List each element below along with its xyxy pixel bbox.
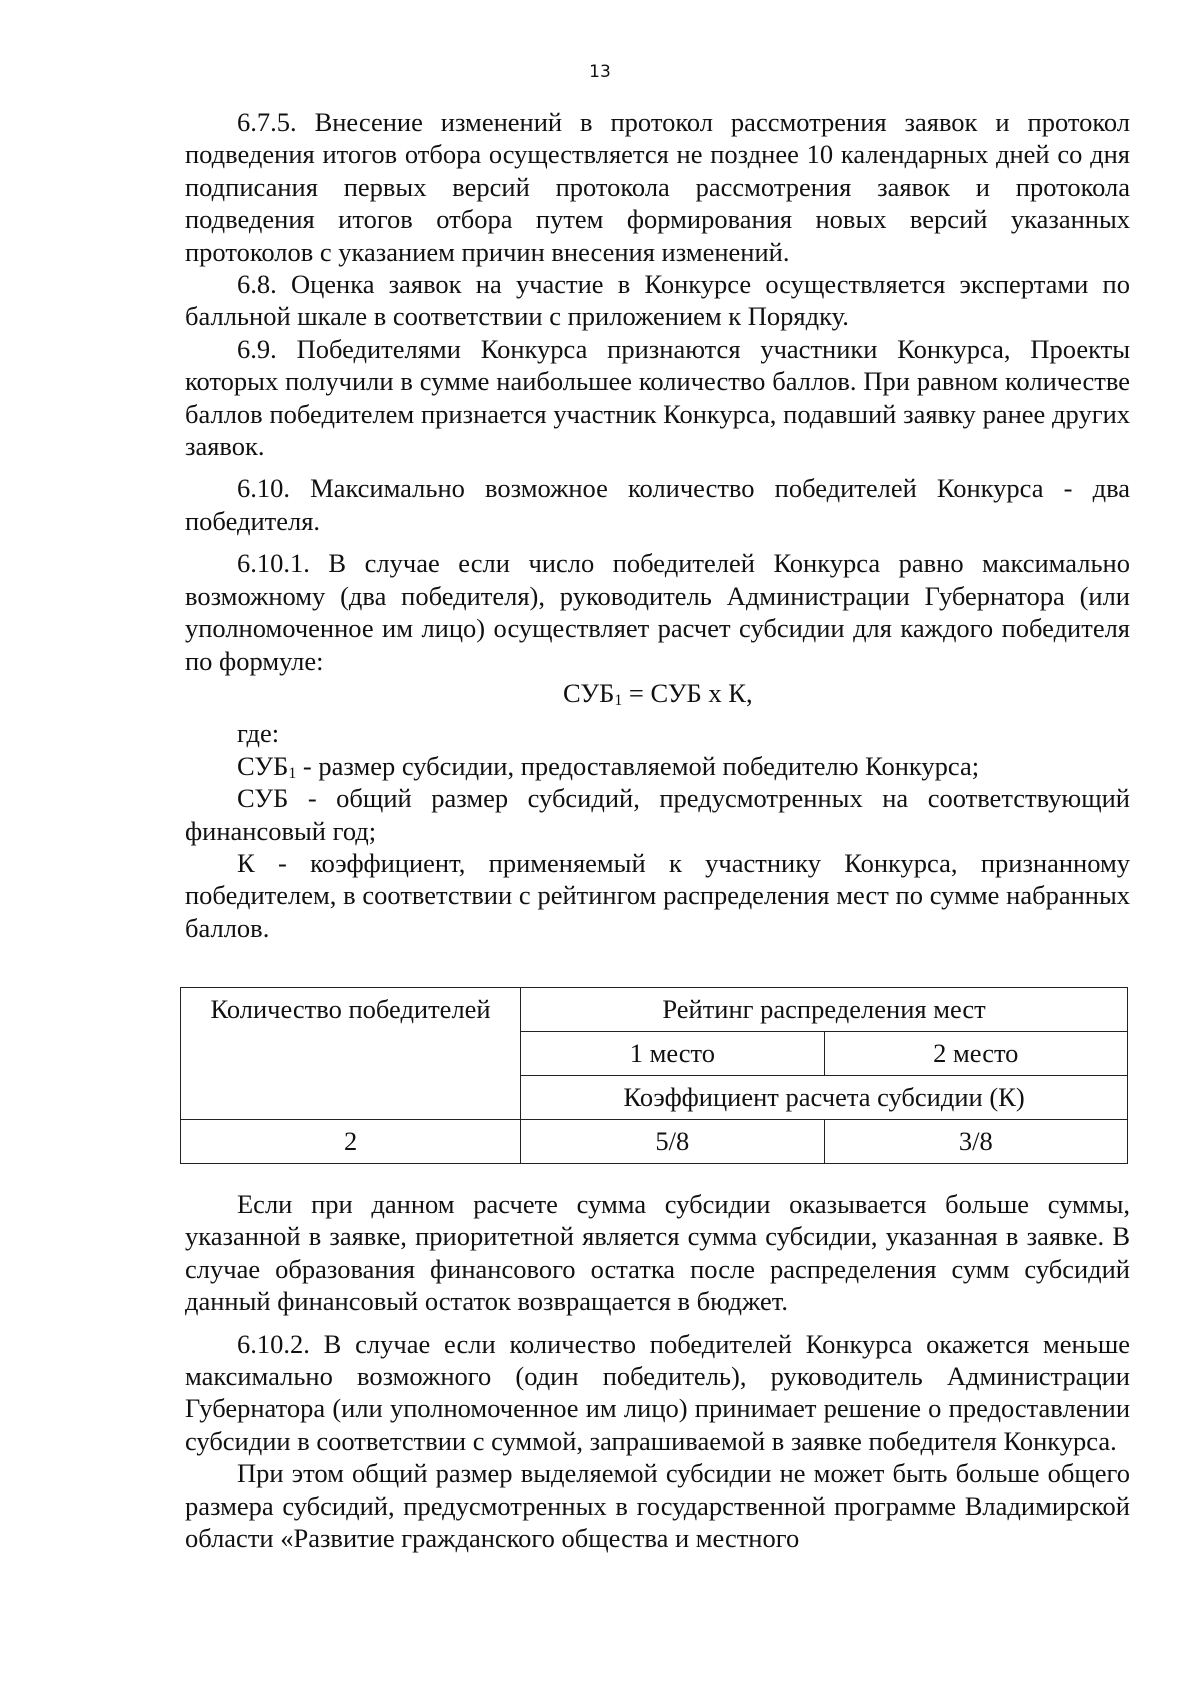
definition-sub1-index: 1 [288,764,297,782]
place-1-cell: 1 место [521,1032,824,1076]
coefficient-table [180,987,1128,1164]
formula-right: = СУБ х К, [622,677,753,708]
definition-sub1 [185,750,1130,782]
definition-sub1-text: - размер субсидии, предоставляемой победителю Конкурса; [296,750,980,781]
row-winners-cell: 2 [181,1120,521,1164]
page-number: 13 [589,62,611,82]
paragraph-last: При этом общий размер выделяемой субсидии не может быть больше общего размера субсидий, предусмотренных в государственной программе Владимирской области «Развитие гражданского общества и местного [185,1458,1130,1554]
paragraph-6-10-2: 6.10.2. В случае если количество победителей Конкурса окажется меньше максимально возможного (один победитель), руководитель Администрации Губернатора (или уполномоченное им лицо) принимает решение о предоставлении субсидии в соответствии с суммой, запрашиваемой в заявке победителя Конкурса. [185,1328,1130,1456]
row-coef-2-cell: 3/8 [824,1120,1127,1164]
definition-k: К - коэффициент, применяемый к участнику Конкурса, признанному победителем, в соответствии с рейтингом распределения мест по сумме набранных баллов. [185,847,1130,943]
header-winners-cell: Количество победителей [181,988,521,1120]
definition-sub: СУБ - общий размер субсидий, предусмотренных на соответствующий финансовый год; [185,783,1130,846]
paragraph-6-10: 6.10. Максимально возможное количество победителей Конкурса - два победителя. [185,473,1130,536]
paragraph-6-9: 6.9. Победителями Конкурса признаются участники Конкурса, Проекты которых получили в сумме наибольшее количество баллов. При равном количестве баллов победителем признается участник Конкурса, подавший заявку ранее других заявок. [185,333,1130,462]
formula [185,677,1130,709]
place-2-cell: 2 место [824,1032,1127,1076]
paragraph-6-7-5: 6.7.5. Внесение изменений в протокол рассмотрения заявок и протокол подведения итогов отбора осуществляется не позднее 10 календарных дней со дня подписания первых версий протокола рассмотрения заявок и протокола подведения итогов отбора путем формирования новых версий указанных протоколов с указанием причин внесения изменений. [185,107,1130,267]
coef-label-cell: Коэффициент расчета субсидии (К) [521,1076,1128,1120]
paragraph-after-table: Если при данном расчете сумма субсидии оказывается больше суммы, указанной в заявке, приоритетной является сумма субсидии, указанная в заявке. В случае образования финансового остатка после распределения сумм субсидий данный финансовый остаток возвращается в бюджет. [185,1189,1130,1317]
row-coef-1-cell: 5/8 [521,1120,824,1164]
formula-subscript: 1 [614,691,623,709]
table-row [181,988,1128,1032]
definition-sub1-term: СУБ [237,750,289,781]
formula-left: СУБ [563,677,615,708]
where-label: где: [237,718,280,749]
text-block-top [185,106,1130,944]
paragraph-6-10-1: 6.10.1. В случае если число победителей Конкурса равно максимально возможному (два победителя), руководитель Администрации Губернатора (или уполномоченное им лицо) осуществляет расчет субсидии для каждого победителя по формуле: [185,548,1130,676]
paragraph-6-8: 6.8. Оценка заявок на участие в Конкурсе осуществляется экспертами по балльной шкале в соответствии с приложением к Порядку. [185,269,1130,332]
header-rating-cell: Рейтинг распределения мест [521,988,1128,1032]
text-block-bottom [185,1188,1130,1554]
table-row [181,1120,1128,1164]
